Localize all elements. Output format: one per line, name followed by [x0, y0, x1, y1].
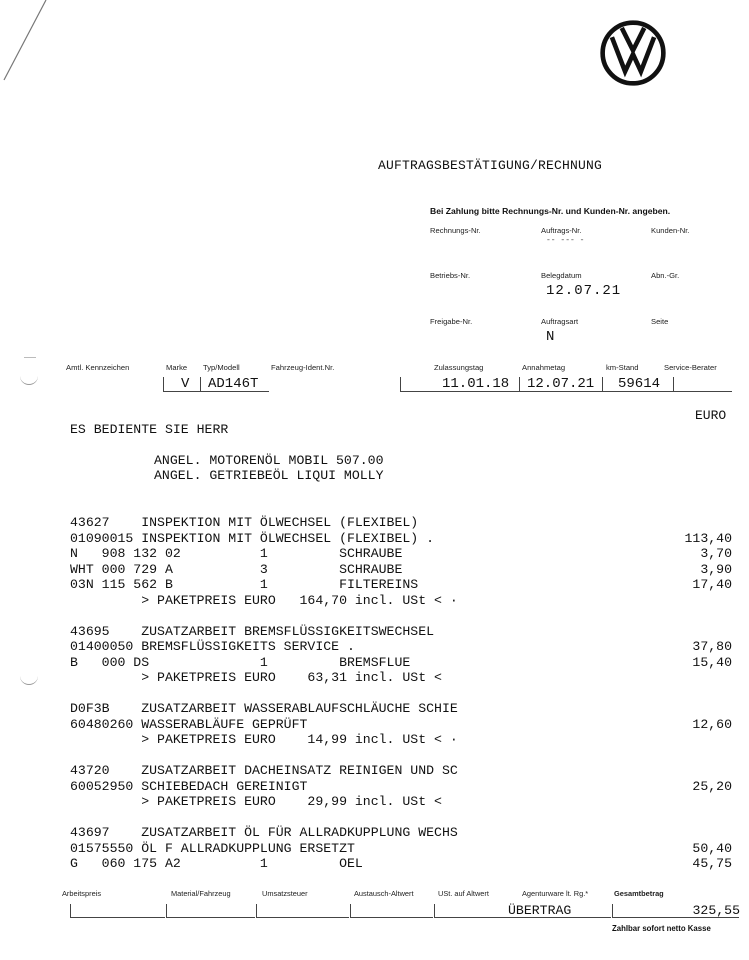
km-stand-value: 59614 [618, 376, 661, 392]
invoice-line-text: 01400050 BREMSFLÜSSIGKEITS SERVICE . [70, 639, 355, 654]
invoice-line-text: 01575550 ÖL F ALLRADKUPPLUNG ERSETZT [70, 840, 355, 856]
served-by-text: ES BEDIENTE SIE HERR [70, 422, 229, 437]
zulassungstag-label: Zulassungstag [434, 363, 484, 372]
footer-label: Umsatzsteuer [262, 889, 308, 898]
invoice-line-amount: 17,40 [692, 577, 732, 592]
total-amount: 325,55 [692, 903, 740, 918]
fin-label: Fahrzeug-Ident.Nr. [271, 363, 335, 372]
vw-logo-icon [600, 20, 666, 86]
austausch-box [350, 904, 433, 918]
invoice-line-text: 43697 ZUSATZARBEIT ÖL FÜR ALLRADKUPPLUNG WECHS [70, 825, 458, 840]
invoice-line-amount: 50,40 [692, 840, 732, 856]
note-line: ANGEL. MOTORENÖL MOBIL 507.00 [154, 453, 384, 468]
kunden-nr-label: Kunden-Nr. [651, 226, 690, 235]
arbeitspreis-box [70, 904, 165, 918]
betriebs-nr-label: Betriebs-Nr. [430, 271, 471, 280]
auftrags-nr-label: Auftrags-Nr. [541, 226, 582, 235]
footer-label: Arbeitspreis [62, 889, 102, 898]
invoice-line-text: 60052950 SCHIEBEDACH GEREINIGT [70, 778, 308, 794]
invoice-line-text: 43695 ZUSATZARBEIT BREMSFLÜSSIGKEITSWECHSEL [70, 623, 435, 639]
belegdatum-label: Belegdatum [541, 271, 582, 280]
freigabe-nr-label: Freigabe-Nr. [430, 317, 473, 326]
invoice-line-amount: 3,70 [700, 546, 732, 561]
material-box [166, 904, 255, 918]
invoice-line-text: G 060 175 A2 1 OEL [70, 856, 363, 871]
umsatzsteuer-box [256, 904, 349, 918]
invoice-line-text: 43627 INSPEKTION MIT ÖLWECHSEL (FLEXIBEL) [70, 515, 419, 530]
scan-edge-line [0, 0, 60, 90]
margin-mark [24, 357, 36, 358]
payment-terms: Zahlbar sofort netto Kasse [612, 924, 711, 933]
service-berater-label: Service-Berater [664, 363, 717, 372]
auftragsart-value: N [546, 329, 556, 345]
annahmetag-value: 12.07.21 [527, 376, 595, 392]
footer-label: Material/Fahrzeug [171, 889, 231, 898]
berater-box [673, 377, 732, 392]
km-stand-label: km-Stand [606, 363, 639, 372]
invoice-line-text: B 000 DS 1 BREMSFLUE [70, 654, 411, 670]
typ-modell-label: Typ/Modell [203, 363, 240, 372]
invoice-line-text: 03N 115 562 B 1 FILTEREINS [70, 577, 419, 592]
rechnungs-nr-label: Rechnungs-Nr. [430, 226, 481, 235]
footer-label: Gesamtbetrag [614, 889, 664, 898]
footer-label: Austausch-Altwert [354, 889, 414, 898]
invoice-line-text: WHT 000 729 A 3 SCHRAUBE [70, 561, 403, 577]
payment-note: Bei Zahlung bitte Rechnungs-Nr. und Kunden-Nr. angeben. [430, 206, 671, 216]
invoice-line-amount: 113,40 [684, 530, 732, 546]
invoice-line-amount: 15,40 [692, 654, 732, 670]
invoice-line-text: 01090015 INSPEKTION MIT ÖLWECHSEL (FLEXIBEL) . [70, 530, 435, 546]
invoice-line-text: 43720 ZUSATZARBEIT DACHEINSATZ REINIGEN UND SC [70, 763, 458, 778]
footer-label: USt. auf Altwert [438, 889, 489, 898]
auftragsart-label: Auftragsart [541, 317, 579, 326]
invoice-line-amount: 3,90 [700, 561, 732, 577]
abn-gr-label: Abn.-Gr. [651, 271, 680, 280]
invoice-line-text: > PAKETPREIS EURO 164,70 incl. USt < · [70, 592, 458, 608]
auftrags-nr-value: -- --- - [546, 236, 585, 245]
uebertrag-label: ÜBERTRAG [508, 903, 572, 918]
invoice-line-text: 60480260 WASSERABLÄUFE GEPRÜFT [70, 716, 308, 732]
belegdatum-value: 12.07.21 [546, 283, 622, 299]
invoice-line-text: D0F3B ZUSATZARBEIT WASSERABLAUFSCHLÄUCHE SCHIE [70, 701, 458, 716]
punch-hole-mark [20, 676, 38, 685]
document-title: AUFTRAGSBESTÄTIGUNG/RECHNUNG [378, 158, 603, 173]
footer-label: Agenturware lt. Rg.* [522, 889, 589, 898]
typ-modell-value: AD146T [208, 376, 259, 392]
annahmetag-label: Annahmetag [522, 363, 566, 372]
invoice-line-text: > PAKETPREIS EURO 29,99 incl. USt < [70, 794, 442, 809]
currency-label: EURO [695, 408, 727, 423]
marke-label: Marke [166, 363, 188, 372]
invoice-line-amount: 25,20 [692, 778, 732, 794]
note-line: ANGEL. GETRIEBEÖL LIQUI MOLLY [154, 468, 384, 483]
invoice-line-amount: 37,80 [692, 639, 732, 654]
invoice-line-text: N 908 132 02 1 SCHRAUBE [70, 546, 403, 561]
zulassungstag-value: 11.01.18 [442, 376, 510, 392]
punch-hole-mark [20, 376, 38, 385]
invoice-line-amount: 45,75 [692, 856, 732, 871]
kennzeichen-label: Amtl. Kennzeichen [66, 363, 130, 372]
invoice-line-amount: 12,60 [692, 716, 732, 732]
invoice-line-text: > PAKETPREIS EURO 14,99 incl. USt < · [70, 732, 458, 747]
marke-value: V [181, 376, 190, 392]
invoice-line-text: > PAKETPREIS EURO 63,31 incl. USt < [70, 670, 442, 685]
seite-label: Seite [651, 317, 669, 326]
